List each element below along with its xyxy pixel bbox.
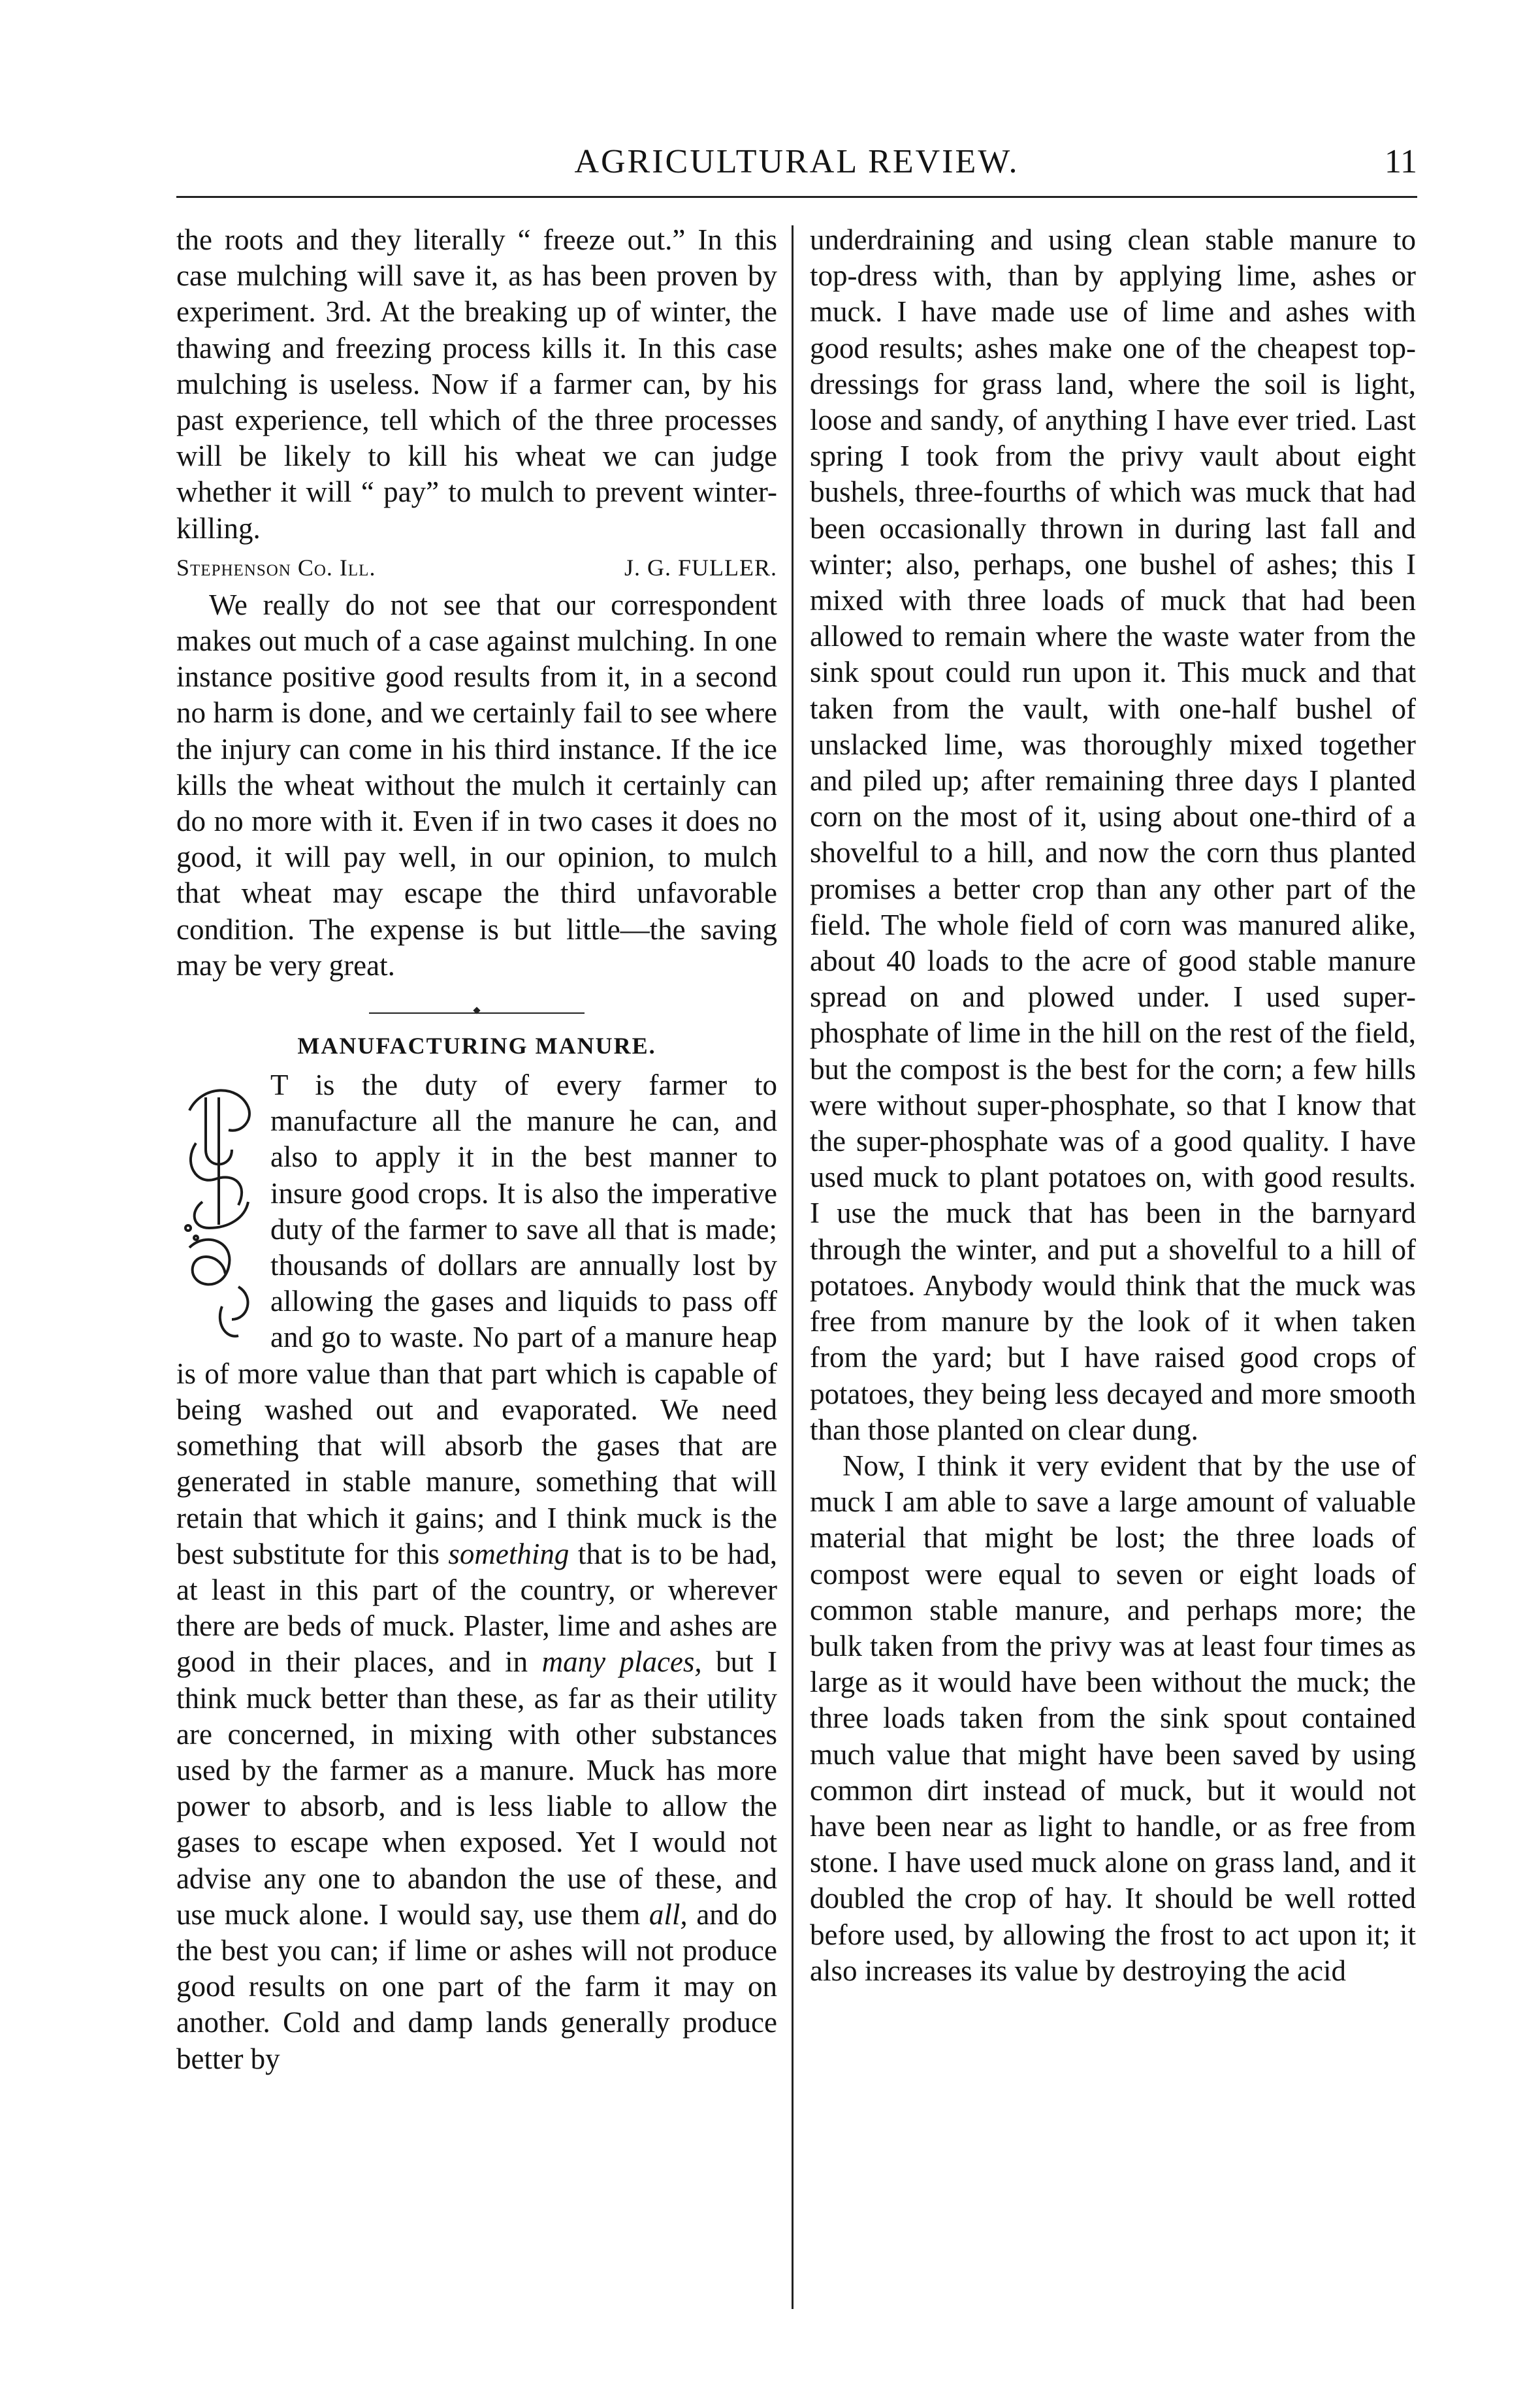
article-text-1: T is the duty of every farmer to manufacture all the manure he can, and also to apply it in the best manner to insure good crops. It is also the imperative duty of the farmer to save all that is made; thousands of dollars are annually lost by allowing the gases and liquids to pass off and go to waste. No part of a manure heap is of more value than that part which is capable of being washed out and evaporated. We need something that will absorb the gases that are generated in stable manure, something that will retain that which it gains; and I think muck is the best substitute for this xyxy=(176,1069,777,1570)
signature-line xyxy=(176,551,777,585)
editorial-reply: We really do not see that our correspondent makes out much of a case against mulching. In one instance positive good results from it, in a second no harm is done, and we certainly fail to see where the injury can come in his third instance. If the ice kills the wheat without the mulch it certainly can do no more with it. Even if in two cases it does no good, it will pay well, in our opinion, to mulch that wheat may escape the third unfavorable condition. The expense is but little—the saving may be very great. xyxy=(176,588,777,982)
column-divider xyxy=(792,225,794,2309)
page-number: 11 xyxy=(1384,143,1417,180)
left-column xyxy=(176,222,777,2077)
article-text-4: and do the best you can; if lime or ashes will not produce good results on one part of the farm it may on another. Cold and damp lands generally produce better by xyxy=(176,1898,777,2075)
running-title: AGRICULTURAL REVIEW. xyxy=(574,143,1019,180)
article-continuation: underdraining and using clean stable manure to top-dress with, than by applying lime, ashes or muck. I have made use of lime and ashes with good results; ashes make one of the cheapest top-dressings for grass land, where the soil is light, loose and sandy, of anything I have ever tried. Last spring I took from the privy vault about eight bushels, three-fourths of which was muck that had been occasionally thrown in during last fall and winter; also, perhaps, one bushel of ashes; this I mixed with three loads of muck that had been allowed to remain where the waste water from the sink spout could run upon it. This muck and that taken from the vault, with one-half bushel of unslacked lime, was thoroughly mixed together and piled up; after remaining three days I planted corn on the most of it, using about one-third of a shovelful to a hill, and now the corn thus planted promises a better crop than any other part of the field. The whole field of corn was manured alike, about 40 loads to the acre of good stable manure spread on and plowed under. I used super-phosphate of lime in the hill on the rest of the field, but the compost is the best for the corn; a few hills were without super-phosphate, so that I know that the super-phosphate was of a good quality. I have used muck to plant potatoes on, with good results. I use the muck that has been in the barnyard through the winter, and put a shovelful to a hill of potatoes. Anybody would think that the muck was free from manure by the look of it when taken from the yard; but I have raised good crops of potatoes, they being less decayed and more smooth than those planted on clear dung. xyxy=(810,223,1416,1446)
signature-name: J. G. FULLER. xyxy=(624,554,777,581)
paragraph-continuation: the roots and they literally “ freeze out.” In this case mulching will save it, as has been proven by experiment. 3rd. At the breaking up of winter, the thawing and freezing process kills it. In this case mulching is useless. Now if a farmer can, by his past experience, tell which of the three processes will be likely to kill his wheat we can judge whether it will “ pay” to mulch to prevent winter-killing. xyxy=(176,223,777,545)
ornamental-initial-icon xyxy=(176,1071,261,1346)
article-emphasis-1: something xyxy=(448,1537,569,1570)
article-emphasis-3: all, xyxy=(649,1898,688,1931)
header-rule xyxy=(176,196,1417,198)
signature-place: Stephenson Co. Ill. xyxy=(176,554,376,581)
running-head xyxy=(176,142,1417,188)
right-column xyxy=(810,222,1416,1989)
article-paragraph: Now, I think it very evident that by the use of muck I am able to save a large amount of valuable material that might be lost; the three loads of compost were equal to seven or eight loads of common stable manure, and perhaps more; the bulk taken from the privy was at least four times as large as it would have been without the muck; the three loads taken from the sink spout contained much value that might have been saved by using common dirt instead of muck, but it would not have been near as light to handle, or as free from stone. I have used muck alone on grass land, and it doubled the crop of hay. It should be well rotted before used, by allowing the frost to act upon it; it also increases its value by destroying the acid xyxy=(810,1449,1416,1987)
section-title: MANUFACTURING MANURE. xyxy=(297,1033,656,1059)
article-body xyxy=(176,1067,777,2077)
article-emphasis-2: many places, xyxy=(541,1645,702,1679)
article-text-3: but I think muck better than these, as far as their utility are concerned, in mixing with other substances used by the farmer as a manure. Muck has more power to absorb, and is less liable to allow the gases to escape when exposed. Yet I would not advise any one to abandon the use of these, and use muck alone. I would say, use them xyxy=(176,1645,777,1931)
article-text-2: that is to be had, at least in this part of the country, or wherever there are beds of muck. Plaster, lime and ashes are good in their places, and in xyxy=(176,1537,777,1679)
section-divider xyxy=(369,1012,585,1014)
